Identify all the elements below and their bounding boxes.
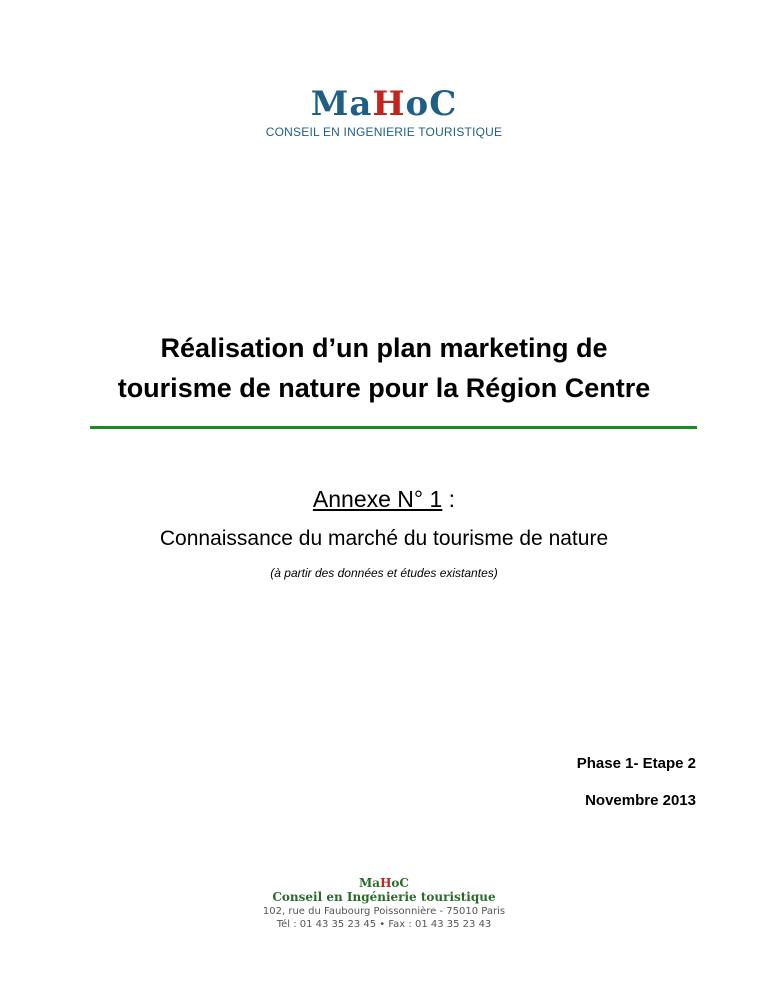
logo-part-3: oC xyxy=(405,84,458,124)
annex-label: Annexe N° 1 xyxy=(312,486,443,512)
logo xyxy=(0,84,768,124)
header-logo-block xyxy=(0,84,768,139)
footer-logo-part-3: oC xyxy=(391,876,409,890)
logo-part-1: Ma xyxy=(310,84,373,124)
date-label: Novembre 2013 xyxy=(585,792,696,809)
footer-address: 102, rue du Faubourg Poissonnière - 75010 Paris xyxy=(262,906,506,917)
title-line-2: tourisme de nature pour la Région Centre xyxy=(117,373,651,403)
phase-label: Phase 1- Etape 2 xyxy=(576,755,696,772)
annex-note: (à partir des données et études existantes) xyxy=(270,566,498,580)
title-divider xyxy=(90,426,697,429)
annex-colon: : xyxy=(442,486,456,512)
logo-tagline: CONSEIL EN INGENIERIE TOURISTIQUE xyxy=(265,125,503,139)
footer-logo-part-1: Ma xyxy=(359,876,381,890)
footer-contact: Tél : 01 43 35 23 45 • Fax : 01 43 35 23 43 xyxy=(276,919,492,930)
document-title xyxy=(60,328,708,408)
footer xyxy=(0,876,768,931)
footer-tagline: Conseil en Ingénierie touristique xyxy=(272,890,496,904)
annex-subtitle: Connaissance du marché du tourisme de nature xyxy=(159,527,609,550)
footer-logo-part-2: H xyxy=(380,876,392,890)
annex-heading xyxy=(0,484,768,514)
logo-part-2: H xyxy=(372,84,406,124)
title-line-1: Réalisation d’un plan marketing de xyxy=(160,333,608,363)
footer-logo xyxy=(0,876,768,890)
